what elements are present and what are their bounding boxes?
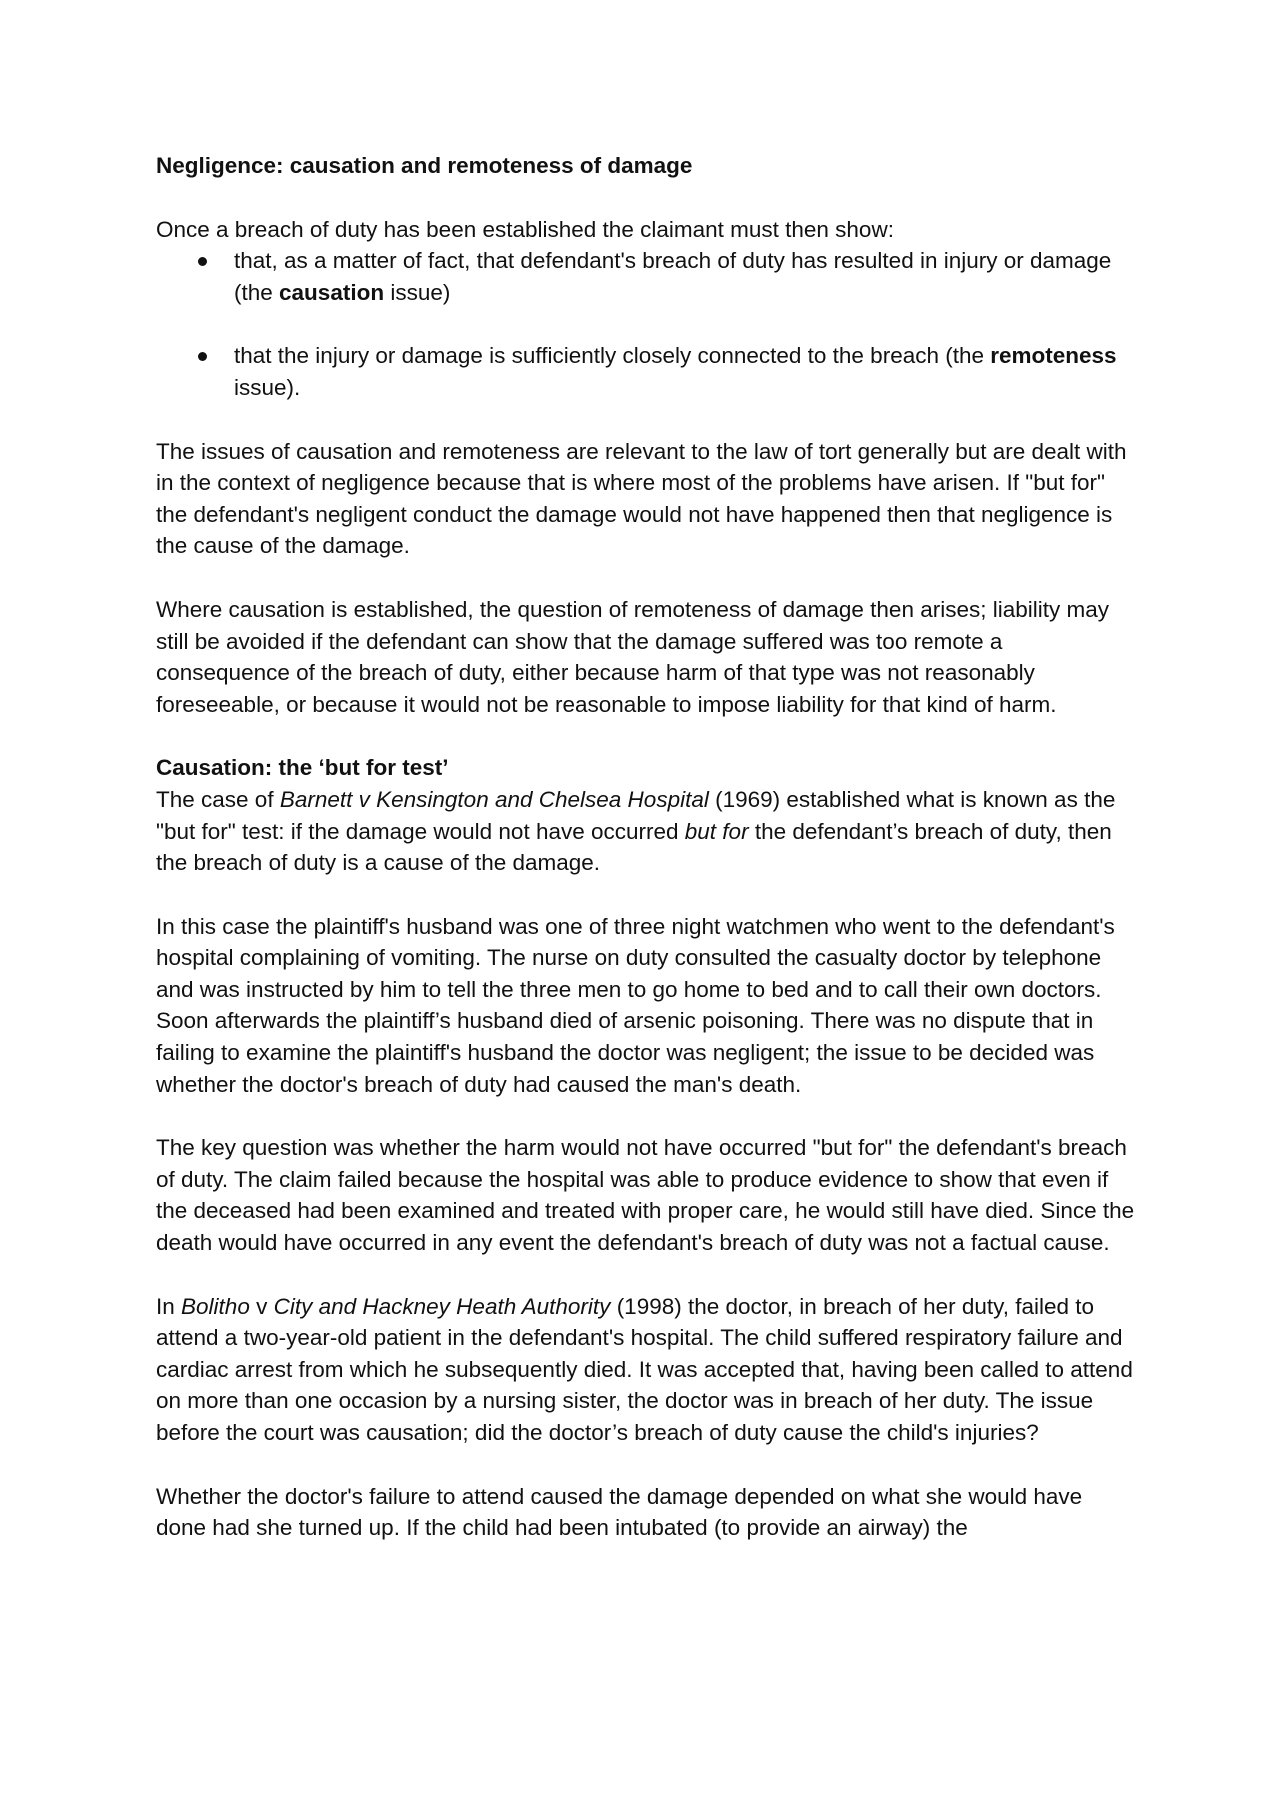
document-title: Negligence: causation and remoteness of damage — [156, 153, 693, 178]
list-item-text: that the injury or damage is sufficiently closely connected to the breach (the — [234, 343, 991, 369]
paragraph-failure-to-attend: Whether the doctor's failure to attend caused the damage depended on what she would have done had she turned up. If the child had been intubated (to provide an airway) the — [156, 1483, 1083, 1541]
paragraph-causation-remoteness: The issues of causation and remoteness are relevant to the law of tort generally but are dealt with in the context of negligence because that is where most of the problems have arisen. If "but for" the defendant's negligent conduct the damage would not have happened then that negligence is the cause of the damage. — [156, 438, 1127, 559]
bullet-icon — [198, 257, 207, 266]
list-item-text: issue) — [384, 279, 451, 305]
list-spacer — [156, 308, 1136, 340]
paragraph-remoteness: Where causation is established, the question of remoteness of damage then arises; liability may still be avoided if the defendant can show that the damage suffered was too remote a consequence of the breach of duty, either because harm of that type was not reasonably foreseeable, or because it would not be reasonable to impose liability for that kind of harm. — [156, 596, 1110, 717]
emphasis: but for — [684, 818, 749, 844]
document-page — [156, 150, 1136, 1544]
section-heading: Causation: the ‘but for test’ — [156, 755, 449, 781]
requirements-list — [156, 245, 1136, 403]
paragraph-barnett — [156, 784, 1136, 879]
list-item-text: that, as a matter of fact, that defendant's breach of duty has resulted in injury or damage (the — [234, 248, 1112, 305]
paragraph-key-question: The key question was whether the harm would not have occurred "but for" the defendant's breach of duty. The claim failed because the hospital was able to produce evidence to show that even if the deceased had been examined and treated with proper care, he would still have died. Since the death would have occurred in any event the defendant's breach of duty was not a factual cause. — [156, 1135, 1135, 1256]
paragraph-barnett-facts: In this case the plaintiff's husband was one of three night watchmen who went to the defendant's hospital complaining of vomiting. The nurse on duty consulted the casualty doctor by telephone and was instructed by him to tell the three men to go home to bed and to call their own doctors. Soon afterwards the plaintiff’s husband died of arsenic poisoning. There was no dispute that in failing to examine the plaintiff's husband the doctor was negligent; the issue to be decided was whether the doctor's breach of duty had caused the man's death. — [156, 913, 1115, 1097]
intro-paragraph: Once a breach of duty has been established the claimant must then show: — [156, 216, 894, 242]
case-name: Barnett v Kensington and Chelsea Hospital — [279, 786, 709, 812]
spacer — [156, 182, 1136, 214]
list-item-text: issue). — [234, 374, 301, 400]
text-run: v — [249, 1293, 274, 1319]
text-run: (1998) the doctor, in breach of her duty, failed to attend a two-year-old patient in the defendant's hospital. The child suffered respiratory failure and cardiac arrest from which he subsequently died. It was accepted that, having been called to attend on more than one occasion by a nursing sister, the doctor was in breach of her duty. The issue before the court was causation; did the doctor’s breach of duty cause the child's injuries? — [156, 1293, 1133, 1445]
list-item-causation — [156, 245, 1136, 308]
list-item-remoteness — [156, 340, 1136, 403]
paragraph-bolitho — [156, 1291, 1136, 1449]
case-name: Bolitho — [181, 1293, 250, 1319]
list-item-bold-term: remoteness — [990, 343, 1117, 369]
case-name: City and Hackney Heath Authority — [273, 1293, 611, 1319]
text-run: In — [156, 1293, 182, 1319]
text-run: the defendant’s breach of duty, then the breach of duty is a cause of the damage. — [156, 818, 1112, 876]
text-run: The case of — [156, 786, 280, 812]
text-run: (1969) established what is known as the "but for" test: if the damage would not have occurred — [156, 786, 1116, 844]
list-item-bold-term: causation — [279, 279, 385, 305]
bullet-icon — [198, 352, 207, 361]
